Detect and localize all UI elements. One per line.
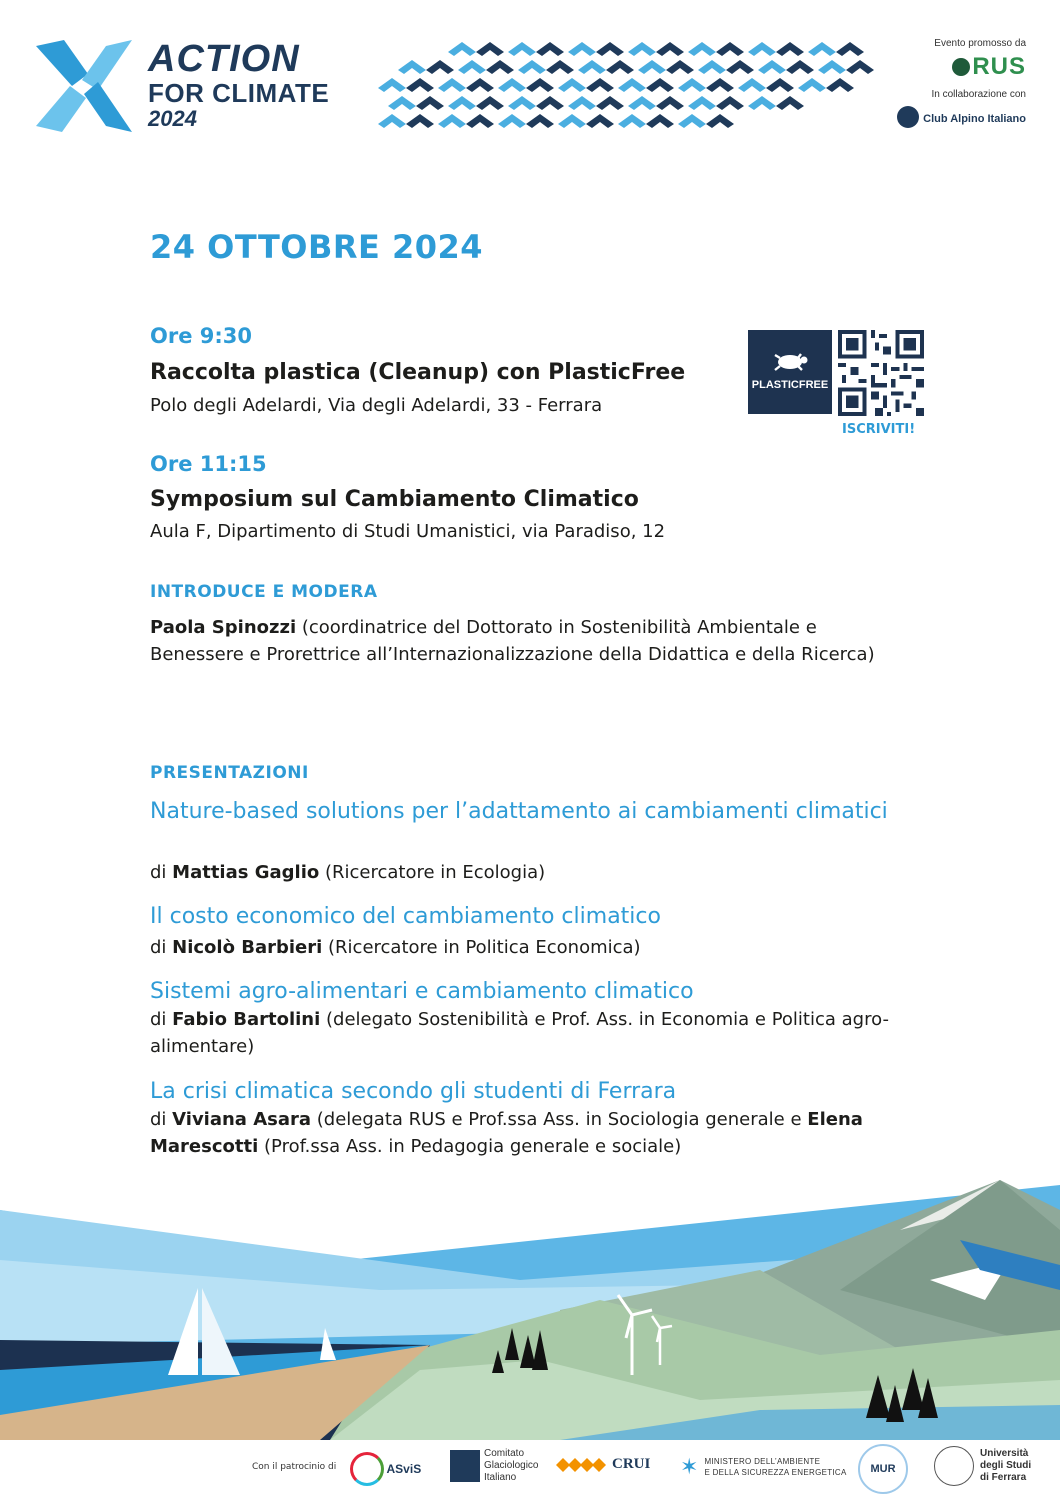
unife-line-1: Università bbox=[980, 1448, 1029, 1459]
plasticfree-logo bbox=[748, 330, 832, 414]
presentations-section-heading: PRESENTAZIONI bbox=[150, 763, 309, 783]
cgi-logo bbox=[450, 1448, 538, 1484]
mur-logo bbox=[858, 1444, 908, 1494]
logo-line-1: ACTION bbox=[148, 38, 300, 80]
speaker-name: Fabio Bartolini bbox=[172, 1009, 321, 1030]
logo-line-3: 2024 bbox=[148, 106, 197, 131]
moderator-name: Paola Spinozzi bbox=[150, 617, 297, 638]
unife-line-2: degli Studi bbox=[980, 1460, 1032, 1471]
ministry-text bbox=[704, 1456, 846, 1478]
talk-title: La crisi climatica secondo gli studenti di Ferrara bbox=[150, 1079, 677, 1104]
unife-seal-icon bbox=[934, 1446, 974, 1486]
moderator-section-heading: INTRODUCE E MODERA bbox=[150, 582, 378, 602]
rus-logo bbox=[897, 53, 1026, 81]
talk-speaker-line bbox=[150, 859, 930, 886]
event-logo-title bbox=[148, 40, 329, 130]
collaboration-label: In collaborazione con bbox=[931, 89, 1026, 100]
and-label: e bbox=[784, 1109, 808, 1130]
talk-speaker-line bbox=[150, 1106, 930, 1160]
by-label: di bbox=[150, 1009, 173, 1030]
cgi-line-2: Glaciologico bbox=[484, 1460, 539, 1471]
speaker-name: Nicolò Barbieri bbox=[172, 937, 323, 958]
unife-line-3: di Ferrara bbox=[980, 1472, 1027, 1483]
qr-code-icon[interactable] bbox=[838, 330, 924, 416]
asvis-logo bbox=[350, 1452, 421, 1486]
event2-time: Ore 11:15 bbox=[150, 452, 267, 476]
speaker-role: (Ricercatore in Ecologia) bbox=[319, 862, 546, 883]
ministry-line-2: E DELLA SICUREZZA ENERGETICA bbox=[704, 1468, 847, 1477]
logo-line-2: FOR CLIMATE bbox=[148, 78, 330, 108]
unife-text bbox=[980, 1448, 1031, 1484]
mur-circle-icon: MUR bbox=[858, 1444, 908, 1494]
speaker-role: (Ricercatore in Politica Economica) bbox=[322, 937, 641, 958]
event-date: 24 OTTOBRE 2024 bbox=[150, 228, 484, 266]
rus-leaf-icon bbox=[952, 58, 970, 76]
crui-diamonds-icon bbox=[556, 1458, 608, 1472]
crui-logo-text: CRUI bbox=[612, 1456, 651, 1472]
speaker-role: (delegata RUS e Prof.ssa Ass. in Sociologia generale bbox=[311, 1109, 785, 1130]
unife-logo bbox=[934, 1446, 1031, 1486]
cgi-mountain-icon bbox=[450, 1450, 480, 1482]
ministry-line-1: MINISTERO DELL’AMBIENTE bbox=[704, 1457, 821, 1466]
asvis-circle-icon bbox=[350, 1452, 384, 1486]
speaker-role: (delegato Sostenibilità e Prof. Ass. in Economia e Politica agro-alimentare) bbox=[150, 1009, 889, 1057]
by-label: di bbox=[150, 937, 173, 958]
moderator-paragraph bbox=[150, 614, 910, 668]
event1-time: Ore 9:30 bbox=[150, 324, 252, 348]
talk-speaker-line bbox=[150, 934, 930, 961]
talk-title: Il costo economico del cambiamento climatico bbox=[150, 904, 661, 929]
cai-logo-text: Club Alpino Italiano bbox=[923, 113, 1026, 125]
rus-logo-text: RUS bbox=[972, 53, 1026, 80]
cgi-line-1: Comitato bbox=[484, 1448, 525, 1459]
speaker-name: Mattias Gaglio bbox=[172, 862, 320, 883]
event1-title: Raccolta plastica (Cleanup) con PlasticFree bbox=[150, 360, 686, 385]
speaker-name: Viviana Asara bbox=[172, 1109, 312, 1130]
by-label: di bbox=[150, 862, 173, 883]
cgi-text bbox=[484, 1448, 538, 1484]
talk-speaker-line bbox=[150, 1006, 930, 1060]
cai-eagle-icon bbox=[897, 106, 919, 128]
plasticfree-badge-text: PLASTICFREE bbox=[751, 379, 829, 391]
cai-logo bbox=[897, 106, 1026, 128]
ministry-logo bbox=[680, 1454, 847, 1480]
promoters-block bbox=[897, 38, 1026, 128]
patronage-label: Con il patrocinio di bbox=[252, 1462, 337, 1472]
talk-title: Sistemi agro-alimentari e cambiamento climatico bbox=[150, 979, 694, 1004]
chevron-pattern-icon bbox=[378, 42, 888, 130]
asvis-logo-text: ASviS bbox=[386, 1462, 422, 1476]
moderator-role: (coordinatrice del Dottorato in Sostenibilità Ambientale e Benessere e Prorettrice all’Internazionalizzazione della Didattica e della Ricerca) bbox=[150, 617, 875, 665]
promoted-by-label: Evento promosso da bbox=[934, 38, 1026, 49]
cgi-line-3: Italiano bbox=[484, 1472, 517, 1483]
crui-logo bbox=[556, 1456, 650, 1473]
by-label: di bbox=[150, 1109, 173, 1130]
star-icon: ✶ bbox=[680, 1454, 699, 1479]
speaker-name: Elena Marescotti bbox=[150, 1109, 863, 1157]
signup-link[interactable]: ISCRIVITI! bbox=[842, 422, 916, 437]
action-for-climate-logo-icon bbox=[36, 40, 132, 132]
speaker-role: (Prof.ssa Ass. in Pedagogia generale e sociale) bbox=[258, 1136, 682, 1157]
landscape-illustration bbox=[0, 1170, 1060, 1440]
talk-title: Nature-based solutions per l’adattamento ai cambiamenti climatici bbox=[150, 799, 888, 824]
event1-place: Polo degli Adelardi, Via degli Adelardi, 33 - Ferrara bbox=[150, 395, 603, 416]
event2-place: Aula F, Dipartimento di Studi Umanistici, via Paradiso, 12 bbox=[150, 521, 666, 542]
event2-title: Symposium sul Cambiamento Climatico bbox=[150, 487, 639, 512]
turtle-icon bbox=[770, 348, 810, 372]
